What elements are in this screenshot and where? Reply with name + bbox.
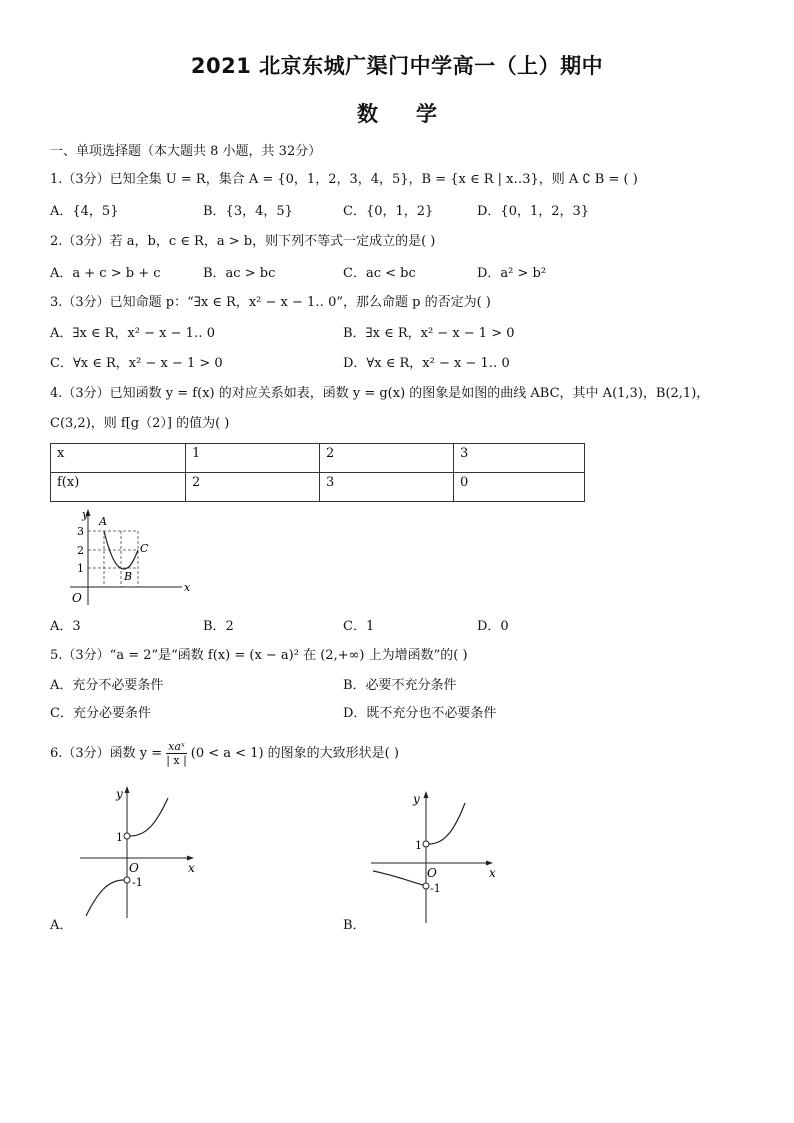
question-3-option-d: D．∀x ∈ R，x² − x − 1‥ 0 [343, 356, 510, 371]
fraction [164, 740, 189, 767]
curve-negative [373, 871, 423, 885]
question-1-option-c: C．{0，1，2} [343, 204, 434, 219]
table-cell: 2 [320, 444, 454, 473]
question-3-option-a: A．∃x ∈ R，x² − x − 1‥ 0 [50, 326, 215, 341]
question-6-stem-prefix: 6.（3分）函数 y = [50, 745, 163, 761]
question-6-option-b: B． [343, 918, 366, 933]
tick-label: 3 [77, 525, 84, 538]
y-axis-label: y [413, 792, 420, 806]
table-cell: 3 [320, 473, 454, 502]
table-row [51, 473, 585, 502]
label-one: 1 [415, 839, 422, 852]
question-6-graph-a [70, 780, 210, 920]
point-label-b: B [124, 570, 133, 583]
question-6-stem-suffix: (0 < a < 1) 的图象的大致形状是( ) [190, 745, 399, 761]
fraction-numerator: xaˣ [168, 740, 185, 753]
section-heading: 一、单项选择题（本大题共 8 小题，共 32分） [50, 144, 322, 159]
question-5-option-d: D．既不充分也不必要条件 [343, 706, 497, 721]
open-point [124, 877, 130, 883]
question-1-stem: 1.（3分）已知全集 U = R，集合 A = {0，1，2，3，4，5}，B = {x ∈ R | x‥3}，则 A ∁ B = ( ) [50, 172, 638, 187]
question-6-option-a: A． [50, 918, 73, 933]
question-2-stem: 2.（3分）若 a，b，c ∈ R，a > b，则下列不等式一定成立的是( ) [50, 234, 436, 249]
question-4-stem-line2: C(3,2)，则 f[g（2）] 的值为( ) [50, 416, 230, 431]
x-axis-label: x [184, 581, 191, 594]
tick-label: 1 [77, 562, 84, 575]
question-5-stem: 5.（3分）“a = 2”是“函数 f(x) = (x − a)² 在 (2,+∞) 上为增函数”的( ) [50, 648, 468, 663]
question-5-option-a: A．充分不必要条件 [50, 678, 164, 693]
table-cell: 0 [454, 473, 585, 502]
open-point [423, 883, 429, 889]
question-6-graph-b [365, 785, 505, 925]
question-4-option-b: B．2 [203, 619, 234, 634]
origin-label: O [129, 861, 139, 875]
y-axis-label: y [82, 508, 89, 521]
subject-title: 数学 [357, 102, 475, 126]
question-5-option-b: B．必要不充分条件 [343, 678, 457, 693]
question-1-option-b: B．{3，4，5} [203, 204, 293, 219]
table-cell: 3 [454, 444, 585, 473]
question-2-option-c: C．ac < bc [343, 266, 416, 281]
x-axis-label: x [188, 861, 195, 875]
question-4-graph [50, 505, 200, 610]
question-1-option-a: A．{4，5} [50, 204, 119, 219]
question-6-stem [50, 740, 399, 767]
curve-positive [429, 803, 465, 844]
fraction-denominator: | x | [166, 754, 187, 767]
table-cell: 2 [186, 473, 320, 502]
question-4-option-c: C．1 [343, 619, 375, 634]
origin-label: O [72, 591, 82, 605]
point-label-c: C [140, 542, 149, 555]
x-axis-arrow [486, 861, 493, 866]
question-1-option-d: D．{0，1，2，3} [477, 204, 590, 219]
label-minus-one: -1 [430, 882, 441, 895]
question-2-option-b: B．ac > bc [203, 266, 276, 281]
x-axis-arrow [187, 856, 194, 861]
question-3-stem: 3.（3分）已知命题 p：“∃x ∈ R，x² − x − 1‥ 0”，那么命题 p 的否定为( ) [50, 295, 491, 310]
point-label-a: A [99, 515, 107, 528]
open-point [423, 841, 429, 847]
origin-label: O [427, 866, 437, 880]
curve-negative [86, 880, 124, 916]
label-one: 1 [116, 831, 123, 844]
y-axis-arrow [125, 786, 130, 793]
page-title: 2021 北京东城广渠门中学高一（上）期中 [190, 54, 604, 78]
y-axis-label: y [116, 787, 123, 801]
function-table [50, 443, 585, 502]
question-3-option-c: C．∀x ∈ R，x² − x − 1 > 0 [50, 356, 223, 371]
question-4-option-a: A．3 [50, 619, 81, 634]
question-5-option-c: C．充分必要条件 [50, 706, 151, 721]
question-2-option-d: D．a² > b² [477, 266, 547, 281]
table-cell: x [51, 444, 186, 473]
question-3-option-b: B．∃x ∈ R，x² − x − 1 > 0 [343, 326, 515, 341]
tick-label: 2 [77, 544, 84, 557]
label-minus-one: -1 [132, 876, 143, 889]
question-2-option-a: A．a + c > b + c [50, 266, 161, 281]
table-cell: f(x) [51, 473, 186, 502]
x-axis-label: x [489, 866, 496, 880]
table-row [51, 444, 585, 473]
question-4-stem-line1: 4.（3分）已知函数 y = f(x) 的对应关系如表，函数 y = g(x) 的图象是如图的曲线 ABC，其中 A(1,3)，B(2,1)， [50, 386, 710, 401]
curve-positive [130, 798, 168, 836]
table-cell: 1 [186, 444, 320, 473]
question-4-option-d: D．0 [477, 619, 509, 634]
y-axis-arrow [424, 791, 429, 798]
open-point [124, 833, 130, 839]
